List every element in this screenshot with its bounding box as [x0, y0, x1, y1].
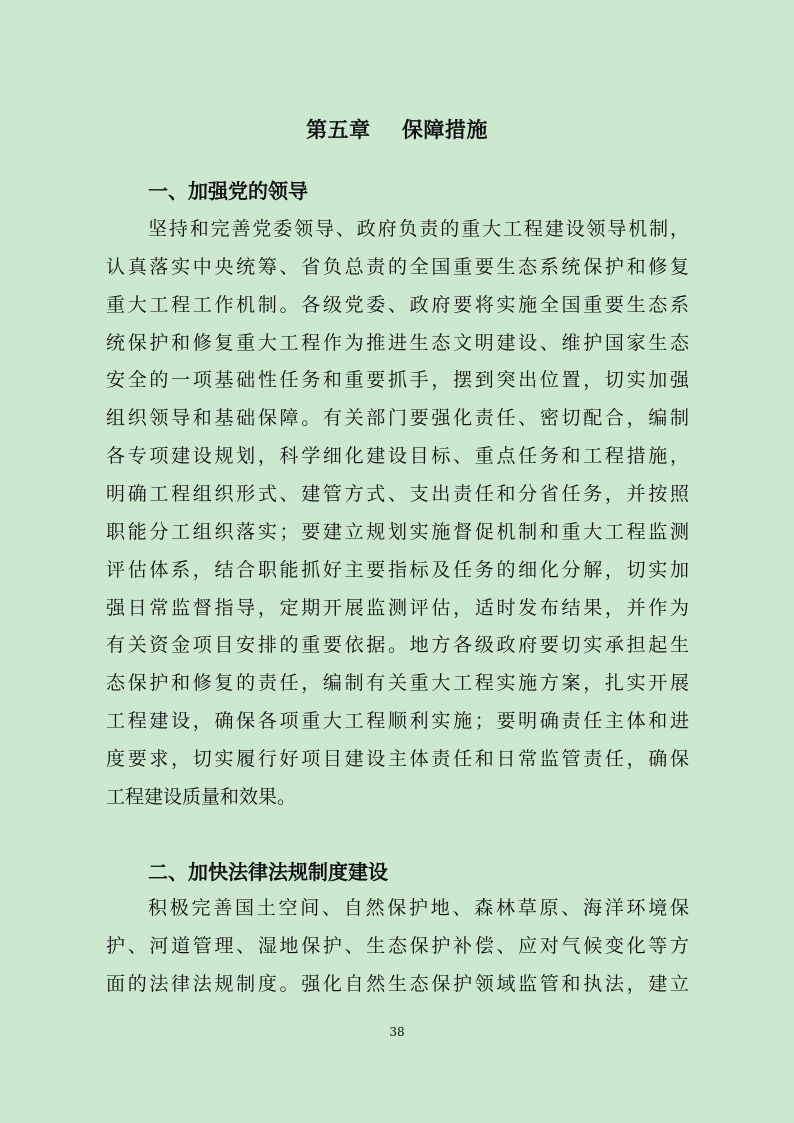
paragraph-line: 护、河道管理、湿地保护、生态保护补偿、应对气候变化等方 [106, 934, 689, 957]
paragraph-line: 工程建设质量和效果。 [106, 785, 297, 808]
paragraph-line: 态保护和修复的责任，编制有关重大工程实施方案，扎实开展 [106, 672, 689, 695]
paragraph-line: 积极完善国土空间、自然保护地、森林草原、海洋环境保 [148, 897, 689, 919]
chapter-title: 第五章 保障措施 [306, 118, 488, 142]
section-heading-leadership: 一、加强党的领导 [148, 179, 308, 203]
paragraph-line: 坚持和完善党委领导、政府负责的重大工程建设领导机制， [148, 218, 689, 240]
paragraph-line: 评估体系，结合职能抓好主要指标及任务的细化分解，切实加 [106, 558, 689, 581]
paragraph-line: 有关资金项目安排的重要依据。地方各级政府要切实承担起生 [106, 634, 689, 657]
paragraph-line: 强日常监督指导，定期开展监测评估，适时发布结果，并作为 [106, 596, 689, 619]
paragraph-line: 安全的一项基础性任务和重要抓手，摆到突出位置，切实加强 [106, 369, 689, 392]
paragraph-line: 统保护和修复重大工程作为推进生态文明建设、维护国家生态 [106, 331, 689, 354]
paragraph-line: 工程建设，确保各项重大工程顺利实施；要明确责任主体和进 [106, 710, 689, 733]
paragraph-line: 认真落实中央统筹、省负总责的全国重要生态系统保护和修复 [106, 255, 689, 278]
paragraph-line: 各专项建设规划，科学细化建设目标、重点任务和工程措施， [106, 445, 689, 468]
page-number: 38 [389, 1025, 405, 1039]
paragraph-legislation [106, 890, 689, 1004]
paragraph-line: 职能分工组织落实；要建立规划实施督促机制和重大工程监测 [106, 520, 689, 543]
paragraph-line: 度要求，切实履行好项目建设主体责任和日常监管责任，确保 [106, 748, 689, 771]
paragraph-line: 组织领导和基础保障。有关部门要强化责任、密切配合，编制 [106, 407, 689, 430]
section-heading-legislation: 二、加快法律法规制度建设 [148, 860, 388, 884]
paragraph-line: 明确工程组织形式、建管方式、支出责任和分省任务，并按照 [106, 483, 689, 506]
paragraph-line: 面的法律法规制度。强化自然生态保护领域监管和执法，建立 [106, 972, 689, 995]
paragraph-line: 重大工程工作机制。各级党委、政府要将实施全国重要生态系 [106, 293, 689, 316]
paragraph-leadership [106, 211, 689, 817]
